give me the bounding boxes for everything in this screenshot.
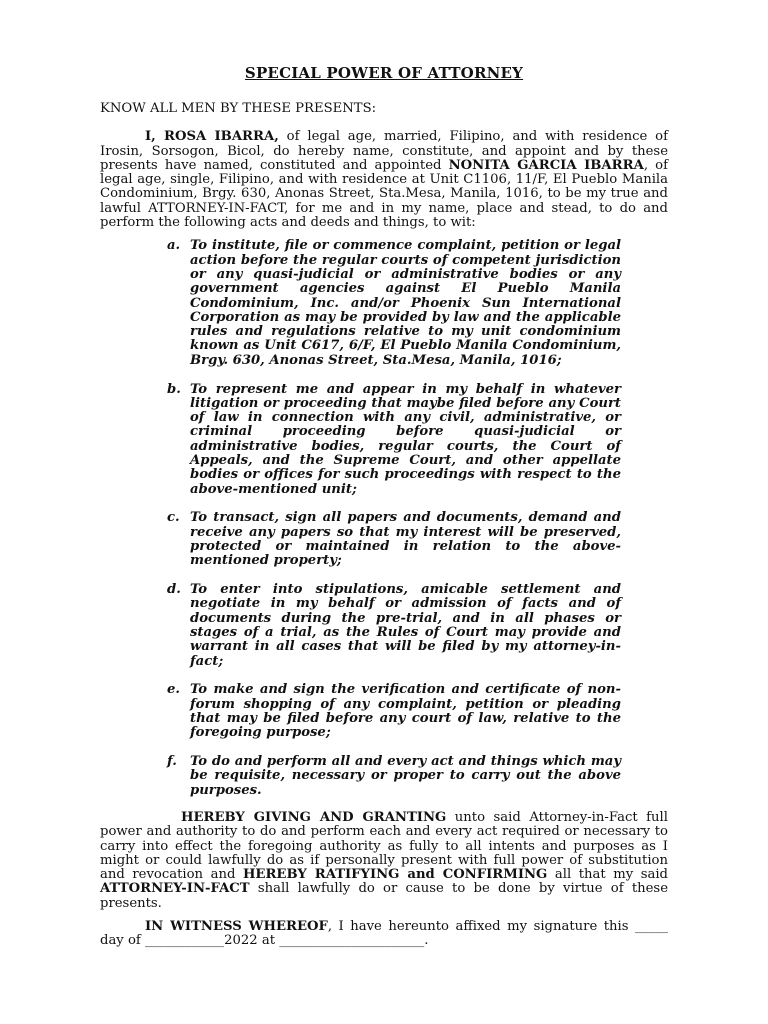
principal-name: I, ROSA IBARRA, xyxy=(145,129,279,145)
list-item xyxy=(167,683,621,740)
intro-text-2: , of legal age, single, Filipino, and with residence at Unit C1106, 11/F, El Pueblo Manila Condominium, Brgy. 630, Anonas Street, Sta.Mesa, Manila, 1016, to be my true and lawful ATTORNEY-IN-FACT, for me and in my name, place and stead, to do and perform the following acts and deeds and things, to wit: xyxy=(100,157,668,231)
intro-text-1: of legal age, married, Filipino, and with residence of Irosin, Sorsogon, Bicol, do hereby name, constitute, and appoint and by these presents have named, constituted and appointed xyxy=(100,129,668,173)
know-all-heading: KNOW ALL MEN BY THESE PRESENTS: xyxy=(100,101,377,116)
granting-text-2: all that my said xyxy=(547,867,668,883)
item-letter: d. xyxy=(167,582,181,598)
list-item xyxy=(167,755,621,798)
granting-bold-1: HEREBY GIVING AND GRANTING xyxy=(181,809,447,825)
granting-paragraph xyxy=(100,811,668,911)
granting-text-3: shall lawfully do or cause to be done by virtue of these presents. xyxy=(100,881,668,911)
item-text: To enter into stipulations, amicable settlement and negotiate in my behalf or admission of facts and of documents during the pre-trial, and in all phases or stages of a trial, as the Rules of Court may provide and warrant in all cases that will be filed by my attorney-in-fact; xyxy=(190,582,621,669)
powers-list xyxy=(100,239,668,798)
intro-paragraph xyxy=(100,130,668,230)
item-text: To institute, file or commence complaint, petition or legal action before the regular courts of competent jurisdiction or any quasi-judicial or administrative bodies or any government agencies against El Pueblo Manila Condominium, Inc. and/or Phoenix Sun International Corporation as may be provided by law and the applicable rules and regulations relative to my unit condominium known as Unit C617, 6/F, El Pueblo Manila Condominium, Brgy. 630, Anonas Street, Sta.Mesa, Manila, 1016; xyxy=(190,238,621,368)
item-letter: c. xyxy=(167,510,180,526)
item-text: To represent me and appear in my behalf in whatever litigation or proceeding that maybe filed before any Court of law in connection with any civil, administrative, or criminal proceeding before quasi-judicial or administrative bodies, regular courts, the Court of Appeals, and the Supreme Court, and other appellate bodies or offices for such proceedings with respect to the above-mentioned unit; xyxy=(190,381,621,497)
document-title: SPECIAL POWER OF ATTORNEY xyxy=(244,64,524,82)
attorney-name: NONITA GARCIA IBARRA xyxy=(448,157,644,173)
item-letter: e. xyxy=(167,682,180,698)
item-letter: a. xyxy=(167,238,181,254)
list-item xyxy=(167,583,621,669)
item-text: To make and sign the verification and certificate of non-forum shopping of any complaint, petition or pleading that may be filed before any court of law, relative to the foregoing purpose; xyxy=(190,682,621,741)
granting-bold-3: ATTORNEY-IN-FACT xyxy=(100,881,250,897)
item-text: To transact, sign all papers and documents, demand and receive any papers so that my interest will be preserved, protected or maintained in relation to the above-mentioned property; xyxy=(190,510,621,569)
list-item xyxy=(167,383,621,497)
witness-text: , I have hereunto affixed my signature this _____ day of ____________2022 at ______________________. xyxy=(100,919,668,949)
witness-paragraph xyxy=(100,920,668,949)
list-item xyxy=(167,239,621,368)
item-letter: b. xyxy=(167,381,181,397)
item-letter: f. xyxy=(167,754,177,770)
list-item xyxy=(167,511,621,568)
granting-text-1: unto said Attorney-in-Fact full power and authority to do and perform each and every act required or necessary to carry into effect the foregoing authority as fully to all intents and purposes as I might or could lawfully do as if personally present with full power of substitution and revocation and xyxy=(100,809,668,883)
witness-bold: IN WITNESS WHEREOF xyxy=(145,919,328,935)
item-text: To do and perform all and every act and things which may be requisite, necessary or proper to carry out the above purposes. xyxy=(190,754,621,798)
granting-bold-2: HEREBY RATIFYING and CONFIRMING xyxy=(242,867,548,883)
